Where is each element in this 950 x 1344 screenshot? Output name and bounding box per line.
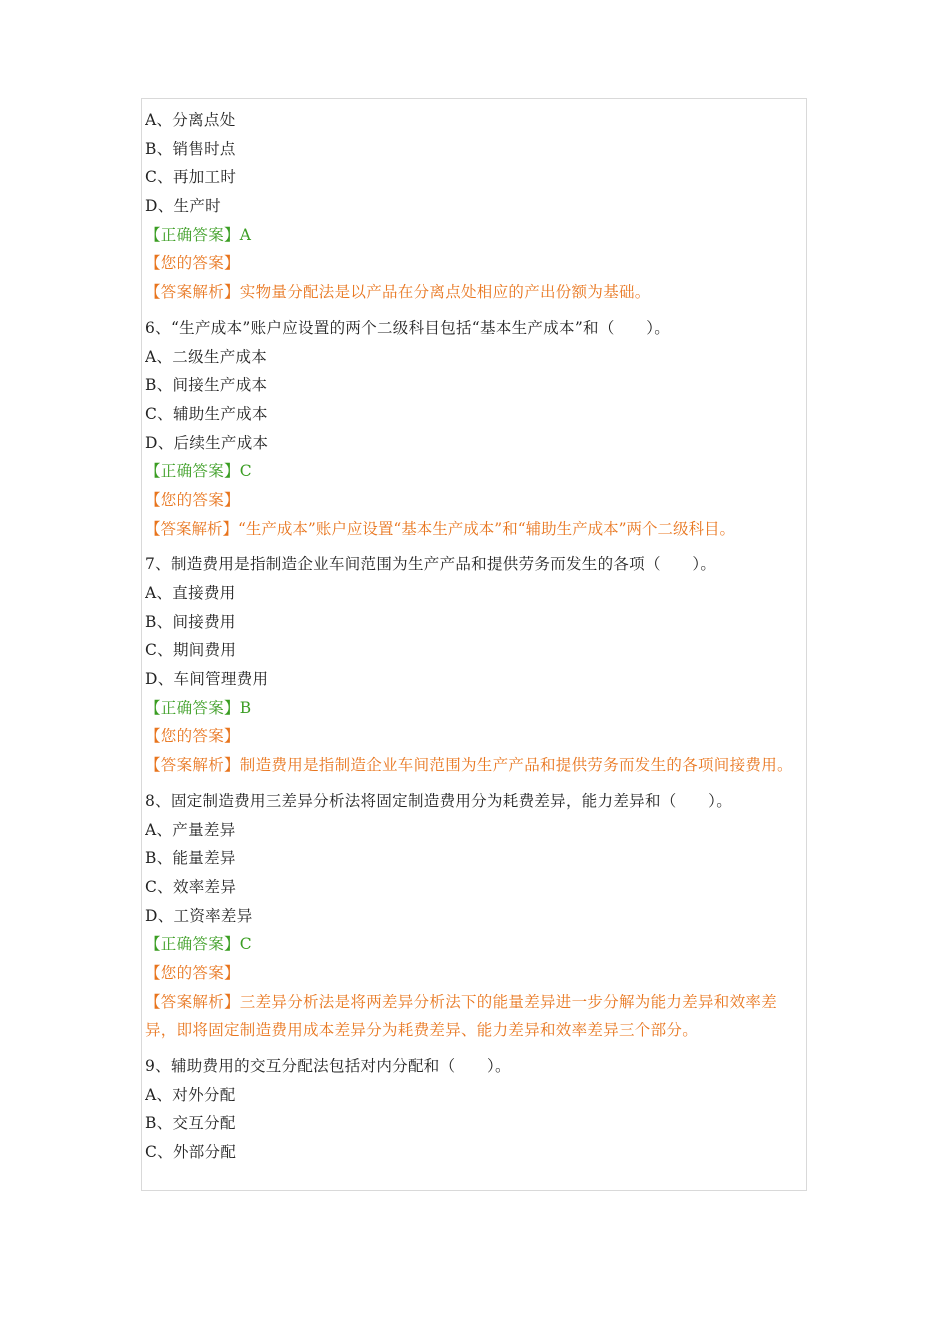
question-6-text: 6、“生产成本”账户应设置的两个二级科目包括“基本生产成本”和（ ）。 bbox=[145, 318, 671, 337]
question-9-option-a: A、对外分配 bbox=[145, 1085, 236, 1104]
question-9-option-c: C、外部分配 bbox=[145, 1143, 237, 1162]
answer-explanation: 【答案解析】实物量分配法是以产品在分离点处相应的产出份额为基础。 bbox=[145, 283, 651, 302]
question-6-option-a: A、二级生产成本 bbox=[145, 347, 268, 366]
correct-answer: 【正确答案】A bbox=[145, 225, 252, 244]
question-8-correct-answer: 【正确答案】C bbox=[145, 935, 252, 954]
question-8-option-d: D、工资率差异 bbox=[145, 906, 253, 925]
question-7-text: 7、制造费用是指制造企业车间范围为生产产品和提供劳务而发生的各项（ ）。 bbox=[145, 555, 717, 574]
question-6-explanation: 【答案解析】“生产成本”账户应设置“基本生产成本”和“辅助生产成本”两个二级科目。 bbox=[145, 519, 736, 538]
your-answer: 【您的答案】 bbox=[145, 254, 240, 273]
question-7-option-a: A、直接费用 bbox=[145, 584, 236, 602]
question-6-option-d: D、后续生产成本 bbox=[145, 433, 269, 452]
question-7-explanation: 【答案解析】制造费用是指制造企业车间范围为生产产品和提供劳务而发生的各项间接费用。 bbox=[145, 756, 793, 775]
option-c: C、再加工时 bbox=[145, 168, 237, 187]
option-a: A、分离点处 bbox=[145, 111, 236, 129]
question-7-your-answer: 【您的答案】 bbox=[145, 727, 240, 746]
question-8-option-b: B、能量差异 bbox=[145, 849, 236, 868]
question-8-text: 8、固定制造费用三差异分析法将固定制造费用分为耗费差异，能力差异和（ ）。 bbox=[145, 791, 733, 810]
question-8-explanation: 【答案解析】三差异分析法是将两差异分析法下的能量差异进一步分解为能力差异和效率差异，即将固定制造费用成本差异分为耗费差异、能力差异和效率差异三个部分。 bbox=[145, 992, 778, 1040]
question-6-your-answer: 【您的答案】 bbox=[145, 490, 240, 509]
question-9-text: 9、辅助费用的交互分配法包括对内分配和（ ）。 bbox=[145, 1057, 511, 1076]
option-d: D、生产时 bbox=[145, 197, 221, 216]
question-6-option-b: B、间接生产成本 bbox=[145, 376, 268, 395]
question-7-option-c: C、期间费用 bbox=[145, 641, 237, 660]
question-8-option-a: A、产量差异 bbox=[145, 820, 236, 839]
question-7-correct-answer: 【正确答案】B bbox=[145, 698, 252, 717]
question-6-option-c: C、辅助生产成本 bbox=[145, 404, 268, 423]
question-7-option-d: D、车间管理费用 bbox=[145, 670, 269, 689]
question-7-option-b: B、间接费用 bbox=[145, 612, 236, 631]
question-8-your-answer: 【您的答案】 bbox=[145, 963, 240, 982]
document-frame bbox=[141, 98, 807, 1191]
question-9-option-b: B、交互分配 bbox=[145, 1114, 236, 1133]
question-6-correct-answer: 【正确答案】C bbox=[145, 462, 252, 481]
document-content bbox=[145, 106, 807, 1167]
option-b: B、销售时点 bbox=[145, 139, 236, 158]
question-8-option-c: C、效率差异 bbox=[145, 877, 237, 896]
